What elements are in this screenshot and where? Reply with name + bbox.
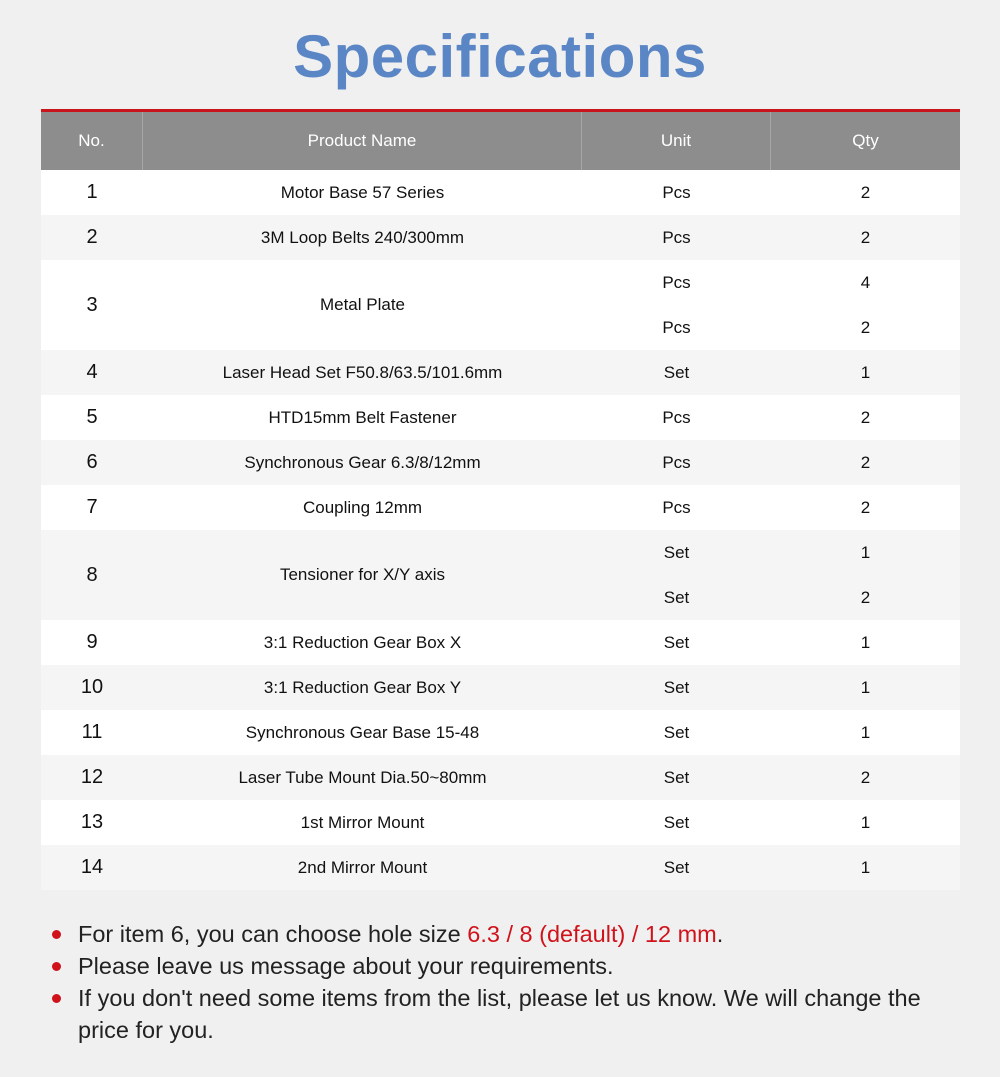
unit-column: [582, 485, 771, 530]
table-row: [41, 845, 960, 890]
table-row: [41, 665, 960, 710]
qty-cell: 1: [860, 677, 871, 697]
header-no: No.: [41, 112, 143, 170]
unit-cell: Pcs: [662, 182, 691, 202]
product-name: Laser Head Set F50.8/63.5/101.6mm: [222, 362, 503, 382]
unit-column: [582, 620, 771, 665]
product-name: Motor Base 57 Series: [280, 182, 445, 202]
unit-column: [582, 710, 771, 755]
notes-list: [50, 918, 960, 1046]
table-row: [41, 710, 960, 755]
unit-column: [582, 845, 771, 890]
qty-cell: 4: [860, 272, 871, 292]
row-number: 14: [80, 856, 104, 878]
unit-column: [582, 395, 771, 440]
qty-column: [771, 755, 960, 800]
note-item: [50, 918, 960, 950]
table-row: [41, 485, 960, 530]
unit-cell: Set: [663, 677, 690, 697]
qty-cell: 2: [860, 587, 871, 607]
product-name: Synchronous Gear Base 15-48: [245, 722, 480, 742]
unit-cell: Pcs: [662, 452, 691, 472]
qty-column: [771, 170, 960, 215]
row-number: 10: [80, 676, 104, 698]
row-number: 9: [86, 631, 98, 653]
page-title: Specifications: [293, 23, 707, 90]
row-number: 12: [80, 766, 104, 788]
table-row: [41, 215, 960, 260]
qty-column: [771, 395, 960, 440]
qty-cell: 2: [860, 452, 871, 472]
unit-cell: Pcs: [662, 227, 691, 247]
table-header: [41, 112, 960, 170]
table-row: [41, 620, 960, 665]
table-row: [41, 440, 960, 485]
qty-cell: 1: [860, 542, 871, 562]
qty-cell: 1: [860, 857, 871, 877]
qty-cell: 2: [860, 497, 871, 517]
row-number: 3: [86, 293, 98, 316]
unit-cell: Set: [663, 812, 690, 832]
note-1-suffix: .: [716, 921, 724, 947]
qty-column: [771, 485, 960, 530]
header-unit: Unit: [582, 112, 771, 170]
qty-cell: 1: [860, 632, 871, 652]
row-number: 1: [86, 181, 98, 203]
qty-column: [771, 530, 960, 620]
unit-column: [582, 170, 771, 215]
unit-cell: Set: [663, 632, 690, 652]
unit-column: [582, 260, 771, 350]
qty-column: [771, 215, 960, 260]
qty-column: [771, 710, 960, 755]
unit-cell: Pcs: [662, 272, 691, 292]
product-name: 3M Loop Belts 240/300mm: [260, 227, 465, 247]
unit-cell: Pcs: [662, 497, 691, 517]
unit-cell: Pcs: [662, 407, 691, 427]
row-number: 4: [86, 361, 98, 383]
table-body: [41, 170, 960, 890]
qty-cell: 2: [860, 182, 871, 202]
note-item: [50, 982, 960, 1046]
table-row: [41, 800, 960, 845]
qty-column: [771, 620, 960, 665]
note-item: [50, 950, 960, 982]
unit-column: [582, 665, 771, 710]
note-1-text: For item 6, you can choose hole size: [78, 921, 468, 947]
product-name: Laser Tube Mount Dia.50~80mm: [238, 767, 487, 787]
qty-cell: 2: [860, 227, 871, 247]
table-row: [41, 755, 960, 800]
unit-cell: Set: [663, 542, 690, 562]
row-number: 11: [81, 721, 103, 743]
qty-cell: 1: [860, 722, 871, 742]
unit-column: [582, 530, 771, 620]
table-row: [41, 170, 960, 215]
product-name: HTD15mm Belt Fastener: [268, 407, 457, 427]
bullet-dot-icon: [52, 962, 61, 971]
unit-cell: Set: [663, 767, 690, 787]
qty-column: [771, 260, 960, 350]
unit-cell: Set: [663, 362, 690, 382]
row-number: 8: [86, 563, 98, 586]
product-name: Coupling 12mm: [302, 497, 423, 517]
row-number: 7: [86, 496, 98, 518]
product-name: Synchronous Gear 6.3/8/12mm: [244, 452, 481, 472]
unit-cell: Set: [663, 722, 690, 742]
qty-cell: 2: [860, 407, 871, 427]
table-row: [41, 350, 960, 395]
qty-column: [771, 440, 960, 485]
qty-column: [771, 350, 960, 395]
unit-cell: Set: [663, 587, 690, 607]
unit-cell: Pcs: [662, 317, 691, 337]
qty-column: [771, 665, 960, 710]
product-name: Tensioner for X/Y axis: [279, 565, 446, 584]
product-name: 2nd Mirror Mount: [297, 857, 428, 877]
unit-column: [582, 215, 771, 260]
table-row: [41, 395, 960, 440]
qty-column: [771, 800, 960, 845]
note-3-text: If you don't need some items from the list, please let us know. We will change the price for you.: [78, 985, 921, 1043]
note-1-highlight: 6.3 / 8 (default) / 12 mm: [467, 921, 717, 947]
row-number: 13: [80, 811, 104, 833]
row-number: 5: [86, 406, 98, 428]
qty-cell: 2: [860, 767, 871, 787]
product-name: 3:1 Reduction Gear Box Y: [263, 677, 462, 697]
product-name: Metal Plate: [319, 295, 406, 314]
table-row: [41, 260, 960, 350]
unit-column: [582, 755, 771, 800]
row-number: 2: [86, 226, 98, 248]
qty-cell: 1: [860, 812, 871, 832]
bullet-dot-icon: [52, 930, 61, 939]
qty-column: [771, 845, 960, 890]
row-number: 6: [86, 451, 98, 473]
unit-column: [582, 440, 771, 485]
header-qty: Qty: [852, 131, 879, 150]
spec-table: [41, 112, 960, 890]
product-name: 3:1 Reduction Gear Box X: [263, 632, 462, 652]
table-row: [41, 530, 960, 620]
unit-column: [582, 800, 771, 845]
qty-cell: 2: [860, 317, 871, 337]
unit-cell: Set: [663, 857, 690, 877]
note-2-text: Please leave us message about your requirements.: [78, 953, 614, 979]
product-name: 1st Mirror Mount: [300, 812, 425, 832]
qty-cell: 1: [860, 362, 871, 382]
header-product-name: Product Name: [143, 112, 582, 170]
bullet-dot-icon: [52, 994, 61, 1003]
unit-column: [582, 350, 771, 395]
